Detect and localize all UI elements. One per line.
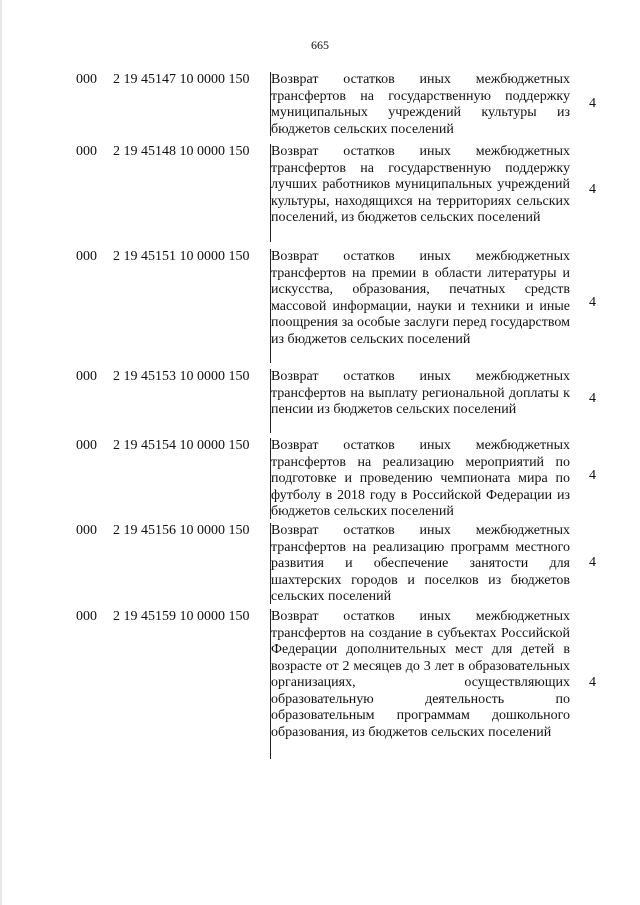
budget-code: 2 19 45148 10 0000 150 <box>113 144 250 159</box>
value: 4 <box>589 468 596 483</box>
description: Возврат остатков иных межбюджетных трансфертов на выплату региональной доплаты к пенсии из бюджетов сельских поселений <box>271 369 570 417</box>
budget-code: 2 19 45156 10 0000 150 <box>113 523 250 538</box>
budget-code: 2 19 45154 10 0000 150 <box>113 438 250 453</box>
budget-code: 2 19 45153 10 0000 150 <box>113 369 250 384</box>
admin-code: 000 <box>76 369 97 384</box>
description: Возврат остатков иных межбюджетных трансфертов на реализацию мероприятий по подготовке и проведению чемпионата мира по футболу в 2018 году в Российской Федерации из бюджетов сельских поселений <box>271 438 570 519</box>
admin-code: 000 <box>76 72 97 87</box>
admin-code: 000 <box>76 249 97 264</box>
admin-code: 000 <box>76 438 97 453</box>
admin-code: 000 <box>76 523 97 538</box>
description: Возврат остатков иных межбюджетных трансфертов на реализацию программ местного развития и обеспечение занятости для шахтерских городов и поселков из бюджетов сельских поселений <box>271 523 570 604</box>
value: 4 <box>589 675 596 690</box>
description: Возврат остатков иных межбюджетных трансфертов на создание в субъектах Российской Федерации дополнительных мест для детей в возрасте от 2 месяцев до 3 лет в образовательных организациях, осуществляющих образовательную деятельность по образовательным программам дошкольного образования, из бюджетов сельских поселений <box>271 609 570 740</box>
description: Возврат остатков иных межбюджетных трансфертов на государственную поддержку муниципальных учреждений культуры из бюджетов сельских поселений <box>271 72 570 137</box>
value: 4 <box>589 182 596 197</box>
budget-code: 2 19 45151 10 0000 150 <box>113 249 250 264</box>
description: Возврат остатков иных межбюджетных трансфертов на премии в области литературы и искусства, образования, печатных средств массовой информации, науки и техники и иные поощрения за особые заслуги перед государством из бюджетов сельских поселений <box>271 249 570 347</box>
admin-code: 000 <box>76 144 97 159</box>
page-number: 665 <box>311 38 329 52</box>
value: 4 <box>589 96 596 111</box>
value: 4 <box>589 391 596 406</box>
description: Возврат остатков иных межбюджетных трансфертов на государственную поддержку лучших работников муниципальных учреждений культуры, находящихся на территориях сельских поселений, из бюджетов сельских поселений <box>271 144 570 225</box>
admin-code: 000 <box>76 609 97 624</box>
value: 4 <box>589 555 596 570</box>
budget-code: 2 19 45159 10 0000 150 <box>113 609 250 624</box>
budget-code: 2 19 45147 10 0000 150 <box>113 72 250 87</box>
value: 4 <box>589 295 596 310</box>
